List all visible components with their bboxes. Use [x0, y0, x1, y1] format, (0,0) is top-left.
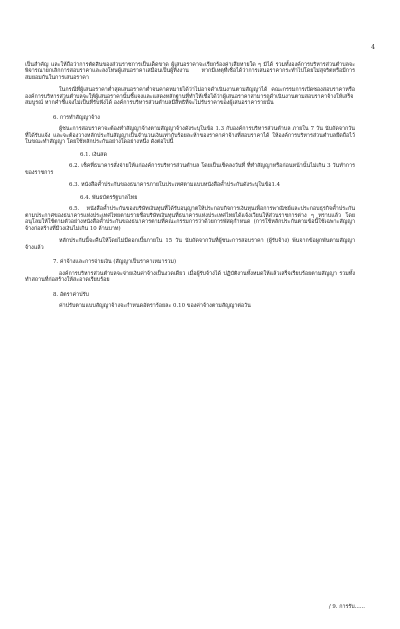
page-number: 4: [371, 44, 375, 51]
section-8-heading: 8. อัตราค่าปรับ: [53, 291, 89, 298]
item-6-3: 6.3. หนังสือค้ำประกันของธนาคารภายในประเทศตามแบบหนังสือค้ำประกันดังระบุในข้อ1.4: [69, 182, 281, 189]
paragraph-low-bid: ในกรณีที่ผู้เสนอราคาต่ำสุดเสนอราคาต่ำจนคาดหมายได้ว่าไม่อาจดำเนินงานตามสัญญาได้ คณะกรรมการเปิดซองสอบราคาหรือองค์การบริหารส่วนตำบลจะให้ผู้เสนอราคานั้นชี้แจงและแสดงหลักฐานที่ทำให้เชื่อได้ว่าผู้เสนอราคาสามารถดำเนินงานตามสอบราคาจ้างให้เสร็จสมบูรณ์ หากคำชี้แจงไม่เป็นที่รับฟังได้ องค์การบริหารส่วนตำบลมีสิทธิที่จะไม่รับราคาของผู้เสนอราคารายนั้น: [25, 87, 355, 107]
section-6-heading: 6. การทำสัญญาจ้าง: [53, 114, 100, 121]
paragraph-guarantee-return: หลักประกันนี้จะคืนให้โดยไม่มีดอกเบี้ยภายใน 15 วัน นับถัดจากวันที่ผู้ชนะการสอบราคา (ผู้รับจ้าง) พ้นจากข้อผูกพันตามสัญญาจ้างแล้ว: [25, 238, 355, 251]
document-body: [25, 62, 355, 316]
paragraph-disqualification: เป็นสำคัญ และให้ถือว่าการตัดสินของส่วนราชการเป็นเด็ดขาด ผู้เสนอราคาจะเรียกร้องค่าเสียหายใด ๆ มิได้ รวมทั้งองค์การบริหารส่วนตำบลจะพิจารณายกเลิกการสอบราคาและลงโทษผู้เสนอราคาเสมือนเป็นผู้ทิ้งงาน หากมีเหตุที่เชื่อได้ว่าการเสนอราคากระทำไปโดยไม่สุจริตหรือมีการสมยอมกันในการเสนอราคา: [25, 62, 355, 81]
item-6-4: 6.4. พันธบัตรรัฐบาลไทย: [80, 194, 138, 201]
section-7-heading: 7. ค่าจ้างและการจ่ายเงิน (สัญญาเป็นราคาเหมารวม): [53, 259, 177, 266]
item-6-5: 6.5. หนังสือค้ำประกันของบริษัทเงินทุนที่ได้รับอนุญาตให้ประกอบกิจการเงินทุนเพื่อการพาณิชย์และประกอบธุรกิจค้ำประกันตามประกาศของธนาคารแห่งประเทศไทยตามรายชื่อบริษัทเงินทุนที่ธนาคารแห่งประเทศไทยได้แจ้งเวียนให้ส่วนราชการต่าง ๆ ทราบแล้ว โดยอนุโลมให้ใช้ตามตัวอย่างหนังสือค้ำประกันของธนาคารตามที่คณะกรรมการว่าด้วยการพัสดุกำหนด (การใช้หลักประกันตามข้อนี้ใช้เฉพาะสัญญาจ้างก่อสร้างที่มีวงเงินไม่เกิน 10 ล้านบาท): [25, 206, 355, 232]
paragraph-payment: องค์การบริหารส่วนตำบลจะจ่ายเงินค่าจ้างเป็นงวดเดียว เมื่อผู้รับจ้างได้ ปฏิบัติงานทั้งหมดให้แล้วเสร็จเรียบร้อยตามสัญญา รวมทั้งทำสถานที่ก่อสร้างให้สะอาดเรียบร้อย: [25, 270, 355, 284]
continuation-footer: / 9. การรับ......: [328, 604, 365, 610]
item-6-2: 6.2. เช็คที่ธนาคารสั่งจ่ายให้แก่องค์การบริหารส่วนตำบล โดยเป็นเช็คลงวันที่ ที่ทำสัญญาหรือก่อนหน้านั้นไม่เกิน 3 วันทำการของราชการ: [25, 163, 355, 176]
item-6-1: 6.1. เงินสด: [80, 151, 107, 158]
paragraph-penalty: ค่าปรับตามแบบสัญญาจ้างจะกำหนดอัตราร้อยละ 0.10 ของค่าจ้างตามสัญญาต่อวัน: [59, 303, 251, 310]
paragraph-contract: ผู้ชนะการสอบราคาจะต้องทำสัญญาจ้างตามสัญญาจ้างดังระบุในข้อ 1.3 กับองค์การบริหารส่วนตำบล ภายใน 7 วัน นับถัดจากวันที่ได้รับแจ้ง และจะต้องวางหลักประกันสัญญาเป็นจำนวนเงินเท่ากับร้อยละห้าของราคาค่าจ้างที่สอบราคาได้ ให้องค์การบริหารส่วนตำบลยึดถือไว้ในขณะทำสัญญา โดยใช้หลักประกันอย่างใดอย่างหนึ่ง ดังต่อไปนี้: [25, 126, 355, 146]
